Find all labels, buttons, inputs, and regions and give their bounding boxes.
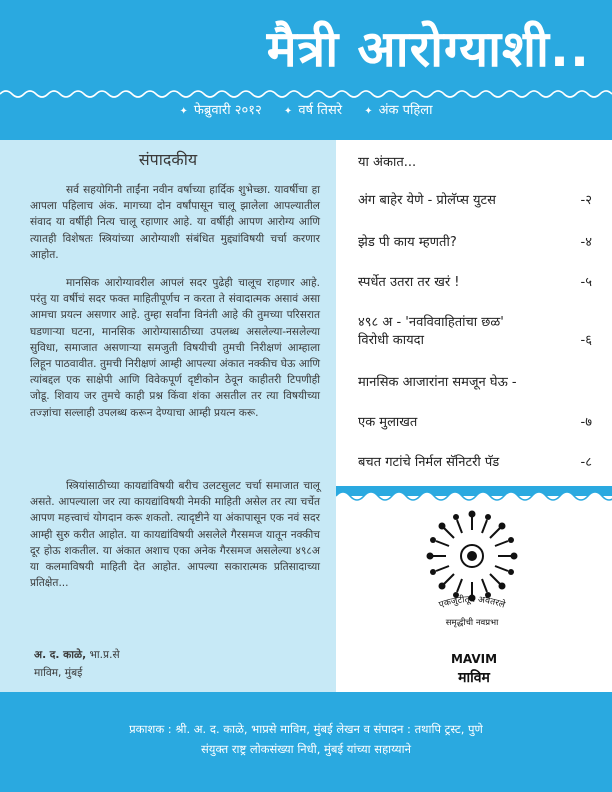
table-of-contents <box>336 140 612 498</box>
toc-item[interactable] <box>358 234 592 252</box>
issue-month-year: फेब्रुवारी २०१२ <box>193 103 262 118</box>
editorial-heading: संपादकीय <box>138 150 198 169</box>
toc-item-title: मानसिक आजारांना समजून घेऊ - <box>358 375 517 390</box>
toc-heading: या अंकात... <box>358 155 417 170</box>
logo-arc-text-top: एकजुटीतून अवतरले <box>437 594 507 611</box>
star-icon: ✦ <box>179 106 188 117</box>
toc-item-page: -४ <box>580 235 592 250</box>
footer-support-line: संयुक्त राष्ट्र लोकसंख्या निधी, मुंबई यांच्या सहाय्याने <box>201 742 411 756</box>
toc-item[interactable] <box>358 192 592 210</box>
editorial-paragraph: सर्व सहयोगिनी ताईंना नवीन वर्षाच्या हार्दिक शुभेच्छा. यावर्षीचा हा आपला पहिलाच अंक. मागच्या दोन वर्षांपासून चालू झालेला आपल्यातील संवाद या वर्षीही नित्य चालू रहाणार आहे. या वर्षीही आपण आरोग्य आणि त्यातही विशेषतः स्त्रियांच्या आरोग्याशी संबंधित मुद्द्यांविषयी चर्चा करणार आहोत. <box>30 184 320 261</box>
editorial-column <box>0 140 336 692</box>
signature-designation: भा.प्र.से <box>89 649 120 661</box>
editorial-signature <box>34 646 120 682</box>
sidebar-column <box>336 140 612 692</box>
editorial-paragraph: स्त्रियांसाठीच्या कायद्यांविषयी बरीच उलटसुलट चर्चा समाजात चालू असते. आपल्याला जर त्या कायद्यांविषयी नेमकी माहिती असेल तर त्या चर्चेत आपण महत्त्वाचं योगदान करू शकतो. त्यादृष्टीने या अंकापासून एक नवं सदर आम्ही सुरु करीत आहोत. या कायद्यांविषयी असलेले गैरसमज यातून नक्कीच दूर होऊ शकतील. या अंकात अशाच एका अनेक गैरसमज असलेल्या ४९८अ या कलमाविषयी माहिती देत आहोत. आपल्या सकारात्मक प्रतिसादाच्या प्रतिक्षेत... <box>30 480 320 590</box>
mavim-logo-block <box>336 502 612 692</box>
footer <box>0 692 612 792</box>
toc-item-page: -८ <box>580 455 592 470</box>
toc-item-title: स्पर्धेत उतरा तर खरं ! <box>358 275 460 290</box>
toc-item-title: झेड पी काय म्हणती? <box>358 235 457 250</box>
toc-item-title: एक मुलाखत <box>358 415 418 430</box>
signature-org: माविम, मुंबई <box>34 667 83 679</box>
star-icon: ✦ <box>283 106 293 117</box>
toc-item[interactable] <box>358 314 592 350</box>
star-icon: ✦ <box>364 106 373 117</box>
footer-publisher-line: प्रकाशक : श्री. अ. द. काळे, भाप्रसे माविम, मुंबई लेखन व संपादन : तथापि ट्रस्ट, पुणे <box>129 722 483 736</box>
toc-item-title: अंग बाहेर येणे - प्रोलॅप्स युटस <box>358 193 496 208</box>
editorial-paragraph: मानसिक आरोग्यावरील आपलं सदर पुढेही चालूच राहणार आहे. परंतु या वर्षीचं सदर फक्त माहितीपूर्णच न करता ते संवादात्मक असावं असा आमचा प्रयत्न असणार आहे. तुम्हा सर्वांना विनंती आहे की तुमच्या परिसरात घडणाऱ्या घटना, मानसिक आरोग्यासाठीच्या उपलब्ध असलेल्या-नसलेल्या सुविधा, समाजात असणाऱ्या समजुती विषयीची तुमची निरीक्षणं आम्हाला लिहून पाठवावीत. तुमची निरीक्षणं आम्ही आपल्या अंकात नक्कीच घेऊ आणि त्यांबद्दल एक साक्षेपी आणि विवेकपूर्ण दृष्टीकोन ठेवून काहीतरी टिपणीही जोडू. शिवाय जर तुमचे काही प्रश्न किंवा शंका असतील तर त्या विषयीच्या तज्ज्ञांचा सल्लाही उपलब्ध करून देण्याचा आम्ही प्रयत्न करू. <box>30 277 320 419</box>
toc-item[interactable] <box>358 454 592 472</box>
mavim-logo <box>412 508 532 628</box>
svg-text:एकजुटीतून अवतरले <box>438 593 508 611</box>
toc-item-page: -५ <box>580 275 592 290</box>
mavim-name-english: MAVIM <box>450 652 498 666</box>
toc-item-title: बचत गटांचे निर्मल सॅनिटरी पॅड <box>358 455 500 470</box>
logo-arc-text-bottom: समृद्धीची नवप्रभा <box>445 618 499 628</box>
masthead <box>0 0 612 140</box>
mavim-name-marathi: माविम <box>458 670 490 686</box>
toc-item[interactable] <box>358 414 592 432</box>
toc-item-page: -६ <box>580 333 592 348</box>
issue-year: वर्ष तिसरे <box>298 103 343 118</box>
toc-item-title: ४९८ अ - 'नवविवाहितांचा छळ' विरोधी कायदा <box>358 315 504 348</box>
issue-number: अंक पहिला <box>378 103 433 118</box>
toc-item-page: -२ <box>580 193 592 208</box>
toc-item[interactable] <box>358 274 592 292</box>
signature-name: अ. द. काळे, <box>34 649 87 661</box>
issue-info <box>0 100 612 122</box>
newsletter-title: मैत्री आरोग्याशी.. <box>266 20 590 78</box>
toc-item-page: -७ <box>580 415 592 430</box>
toc-item[interactable] <box>358 374 592 392</box>
